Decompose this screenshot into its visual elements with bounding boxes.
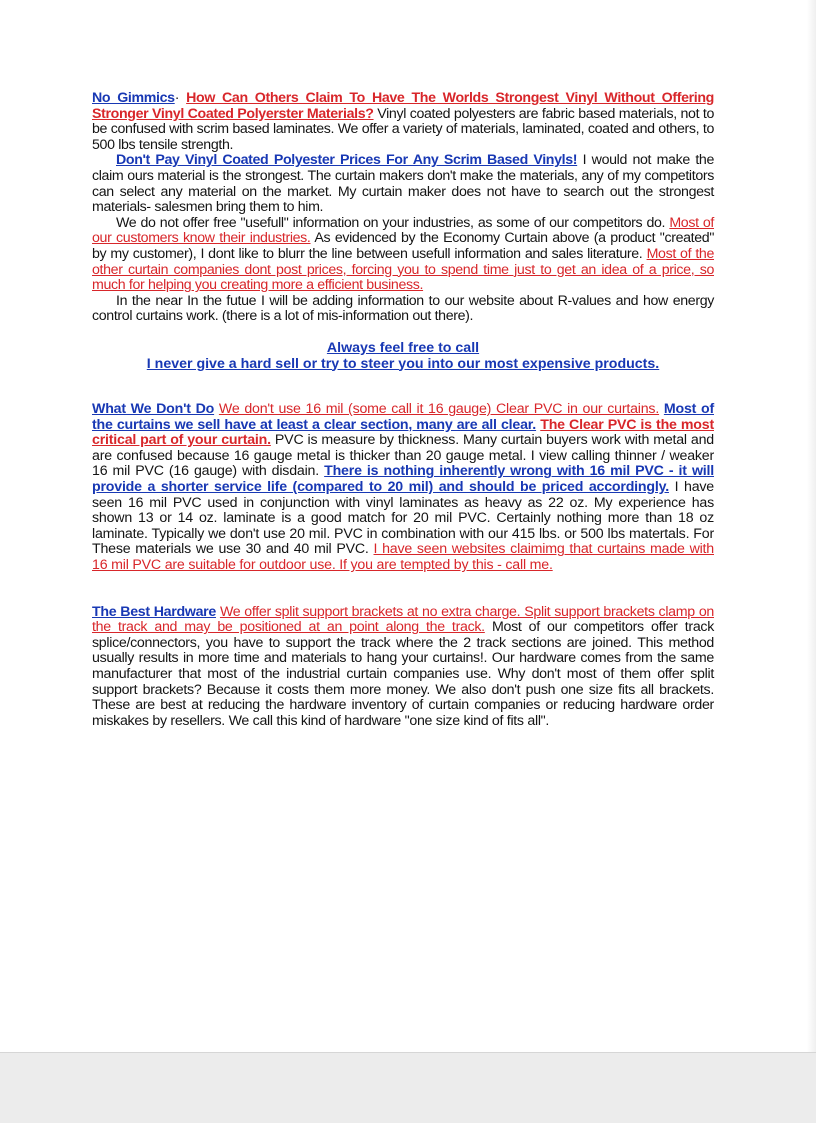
highlight-text: Most of the other curtain companies dont post prices, forcing you to spend time just to get an idea of a price, so much for helping you creating more a efficient business. bbox=[92, 245, 715, 294]
highlight-text: We don't use 16 mil (some call it 16 gauge) Clear PVC in our curtains. bbox=[218, 401, 660, 418]
highlight-text: We offer split support brackets at no extra charge. Split support brackets clamp on the track and may be positioned at an point along the track. bbox=[92, 603, 714, 636]
paragraph bbox=[92, 153, 714, 215]
callout-line bbox=[92, 357, 714, 373]
callout bbox=[92, 341, 714, 372]
callout-title: Always feel free to call bbox=[326, 339, 480, 356]
paragraph bbox=[92, 216, 714, 294]
body-text: Vinyl coated polyesters are fabric based materials, not to be confused with scrim based laminates. We offer a variety of materials, laminated, coated and others, to 500 lbs tensile strength. bbox=[92, 105, 714, 153]
section-best-hardware bbox=[92, 605, 714, 730]
body-text: We do not offer free "usefull" information on your industries, as some of our competitors do. bbox=[116, 214, 666, 231]
document-page bbox=[92, 91, 714, 729]
paragraph: No Gimmics· How Can Others Claim To Have The Worlds Strongest Vinyl Without Offering Stronger Vinyl Coated Polyerster Materials? Vinyl coated polyesters are fabric based materials, not to be confused with scrim based laminates. We offer a variety of materials, laminated, coated and others, to 500 lbs tensile strength. bbox=[92, 90, 715, 153]
section-heading: The Best Hardware bbox=[92, 603, 216, 620]
scan-edge-bottom bbox=[0, 1052, 816, 1123]
paragraph bbox=[92, 294, 714, 325]
paragraph bbox=[92, 402, 714, 574]
scan-edge-right bbox=[807, 0, 816, 1052]
callout-subtitle: I never give a hard sell or try to steer you into our most expensive products. bbox=[146, 355, 660, 372]
highlight-text: I have seen websites claimimg that curtains made with 16 mil PVC are suitable for outdoor use. If you are tempted by this - call me. bbox=[92, 541, 714, 574]
highlight-text: The Clear PVC is the most critical part of your curtain. bbox=[92, 416, 714, 449]
emphasis-text: Most of the curtains we sell have at least a clear section, many are all clear. bbox=[92, 401, 714, 433]
subheading: Don't Pay Vinyl Coated Polyester Prices For Any Scrim Based Vinyls! bbox=[116, 152, 578, 169]
body-text: I would not make the claim ours material is the strongest. The curtain makers don't make the materials, any of my competitors can select any material on the market. My curtain maker does not have to search out the strongest materials- salesmen bring them to him. bbox=[92, 152, 715, 216]
body-text: PVC is measure by thickness. Many curtain buyers work with metal and are confused because 16 gauge metal is thicker than 20 gauge metal. I view calling thinner / weaker 16 mil PVC (16 gauge) with disdain. bbox=[92, 432, 714, 480]
callout-line bbox=[92, 341, 714, 357]
section-what-we-dont-do bbox=[92, 402, 714, 574]
section-heading: What We Don't Do bbox=[92, 401, 215, 418]
paragraph bbox=[92, 605, 714, 730]
body-text: Most of our competitors offer track splice/connectors, you have to support the track where the 2 track sections are joined. This method usually results in more time and materials to hang your curtains!. Our hardware comes from the same manufacturer that most of the industrial curtain companies use. Why don't most of them offer split support brackets? Because it costs them more money. We also don't push one size fits all brackets. These are best at reducing the hardware inventory of curtain companies or reducing hardware order miskakes by resellers. We call this kind of hardware "one size kind of fits all". bbox=[92, 619, 715, 729]
section-title: How Can Others Claim To Have The Worlds Strongest Vinyl Without Offering Stronger Vinyl Coated Polyerster Materials? bbox=[92, 90, 715, 122]
emphasis-text: There is nothing inherently wrong with 16 mil PVC - it will provide a shorter service life (compared to 20 mil) and should be priced accordingly. bbox=[92, 463, 715, 496]
section-no-gimmics bbox=[92, 91, 714, 325]
section-heading: No Gimmics bbox=[92, 90, 175, 106]
body-text: As evidenced by the Economy Curtain above (a product "created" by my customer), I dont like to blurr the line between usefull information and sales literature. bbox=[92, 230, 715, 262]
body-text: I have seen 16 mil PVC used in conjunction with vinyl laminates as heavy as 22 oz. My experience has shown 13 or 14 oz. laminate is a good match for 20 mil PVC. Certainly nothing more than 18 oz laminate. Typically we don't use 20 mil. PVC in combination with our 415 lbs. or 500 lbs matertals. For These materials we use 30 and 40 mil PVC. bbox=[92, 479, 714, 558]
highlight-text: Most of our customers know their industries. bbox=[92, 214, 715, 247]
body-text: In the near In the futue I will be adding information to our website about R-values and how energy control curtains work. (there is a lot of mis-information out there). bbox=[92, 292, 714, 325]
